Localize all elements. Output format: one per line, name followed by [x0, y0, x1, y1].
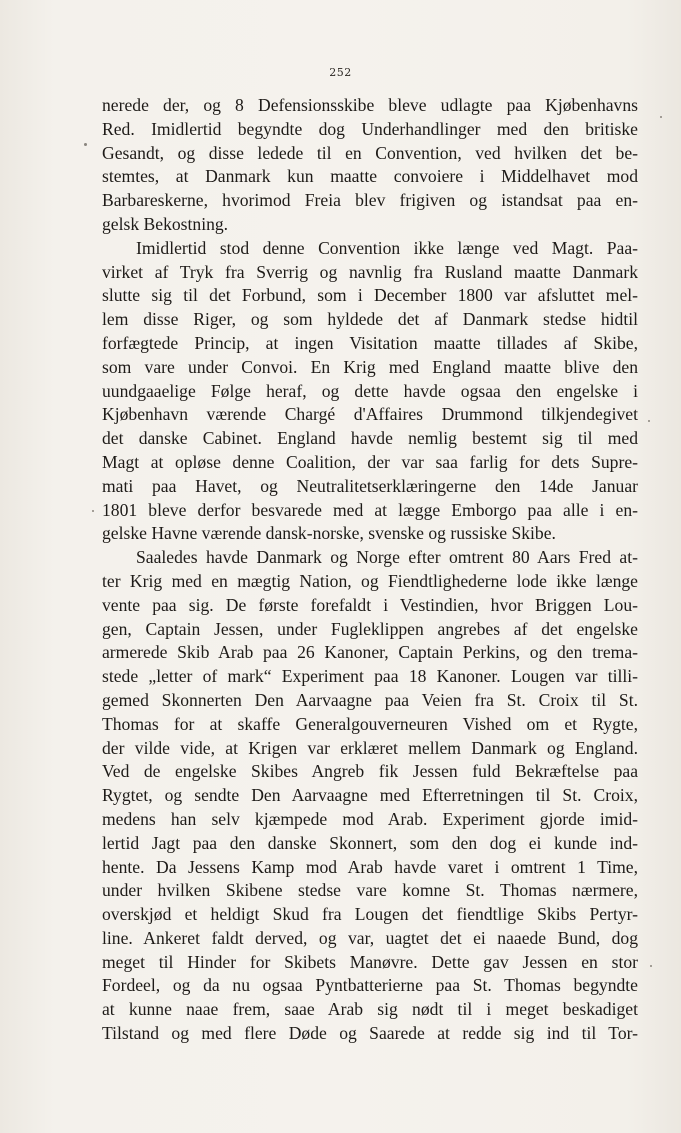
paper-speck [648, 420, 650, 422]
text-line: Saaledes havde Danmark og Norge efter omtrent 80 Aars Fred at- [136, 547, 638, 568]
text-line: lertid Jagt paa den danske Skonnert, som den dog ei kunde ind- [102, 832, 638, 853]
text-line: gen, Captain Jessen, under Fugleklippen angrebes af det engelske [102, 618, 638, 639]
text-line: der vilde vide, at Krigen var erklæret mellem Danmark og England. [102, 737, 638, 758]
paper-speck [84, 143, 87, 146]
text-line: mati paa Havet, og Neutralitetserklæringerne den 14de Januar [102, 475, 638, 496]
paper-speck [92, 510, 94, 512]
text-line: Magt at opløse denne Coalition, der var saa farlig for dets Supre- [102, 451, 638, 472]
text-line: gelsk Bekostning. [102, 213, 229, 234]
text-line: Imidlertid stod denne Convention ikke længe ved Magt. Paa- [136, 237, 638, 258]
text-line: forfægtede Princip, at ingen Visitation maatte tillades af Skibe, [102, 332, 638, 353]
text-line: Thomas for at skaffe Generalgouverneuren Vished om et Rygte, [102, 713, 638, 734]
text-line: Fordeel, og da nu ogsaa Pyntbatterierne paa St. Thomas begyndte [102, 975, 638, 996]
body-text [102, 94, 638, 1046]
text-line: som vare under Convoi. En Krig med England maatte blive den [102, 356, 638, 377]
text-line: Barbareskerne, hvorimod Freia blev frigiven og istandsat paa en- [102, 190, 638, 211]
text-line: stede „letter of mark“ Experiment paa 18 Kanoner. Lougen var tilli- [102, 666, 638, 687]
text-line: det danske Cabinet. England havde nemlig bestemt sig til med [102, 428, 638, 449]
text-line: Kjøbenhavn værende Chargé d'Affaires Drummond tilkjendegivet [102, 404, 638, 425]
text-line: medens han selv kjæmpede mod Arab. Experiment gjorde imid- [102, 808, 638, 829]
text-line: Ved de engelske Skibes Angreb fik Jessen fuld Bekræftelse paa [102, 761, 638, 782]
text-line: slutte sig til det Forbund, som i December 1800 var afsluttet mel- [102, 285, 638, 306]
text-line: meget til Hinder for Skibets Manøvre. Dette gav Jessen en stor [102, 951, 638, 972]
text-line: armerede Skib Arab paa 26 Kanoner, Captain Perkins, og den trema- [102, 642, 638, 663]
text-line: nerede der, og 8 Defensionsskibe bleve udlagte paa Kjøbenhavns [102, 95, 638, 115]
text-line: uundgaaelige Følge heraf, og dette havde ogsaa den engelske i [102, 380, 638, 401]
text-line: Tilstand og med flere Døde og Saarede at redde sig ind til Tor- [102, 1023, 638, 1044]
page-number: 252 [329, 66, 352, 79]
text-line: overskjød et heldigt Skud fra Lougen det fiendtlige Skibs Pertyr- [102, 904, 638, 925]
paper-speck [650, 965, 652, 967]
text-line: 1801 bleve derfor besvarede med at lægge Emborgo paa alle i en- [102, 499, 638, 520]
text-line: Gesandt, og disse ledede til en Convention, ved hvilken det be- [102, 142, 638, 163]
text-line: virket af Tryk fra Sverrig og navnlig fra Rusland maatte Danmark [102, 261, 638, 282]
text-line: under hvilken Skibene stedse vare komne St. Thomas nærmere, [102, 880, 638, 901]
text-line: at kunne naae frem, saae Arab sig nødt til i meget beskadiget [102, 999, 638, 1020]
text-line: stemtes, at Danmark kun maatte convoiere i Middelhavet mod [102, 166, 638, 187]
text-line: gemed Skonnerten Den Aarvaagne paa Veien fra St. Croix til St. [102, 689, 638, 710]
text-line: hente. Da Jessens Kamp mod Arab havde varet i omtrent 1 Time, [102, 856, 638, 877]
text-line: line. Ankeret faldt derved, og var, uagtet det ei naaede Bund, dog [102, 927, 638, 948]
text-line: lem disse Riger, og som hyldede det af Danmark stedse hidtil [102, 309, 638, 330]
text-line: Red. Imidlertid begyndte dog Underhandlinger med den britiske [102, 118, 638, 139]
text-line: gelske Havne værende dansk-norske, svenske og russiske Skibe. [102, 523, 556, 544]
text-line: ter Krig med en mægtig Nation, og Fiendtlighederne lode ikke længe [102, 570, 638, 591]
text-line: Rygtet, og sendte Den Aarvaagne med Efterretningen til St. Croix, [102, 785, 638, 806]
paper-speck [660, 116, 662, 118]
text-line: vente paa sig. De første forefaldt i Vestindien, hvor Briggen Lou- [102, 594, 638, 615]
